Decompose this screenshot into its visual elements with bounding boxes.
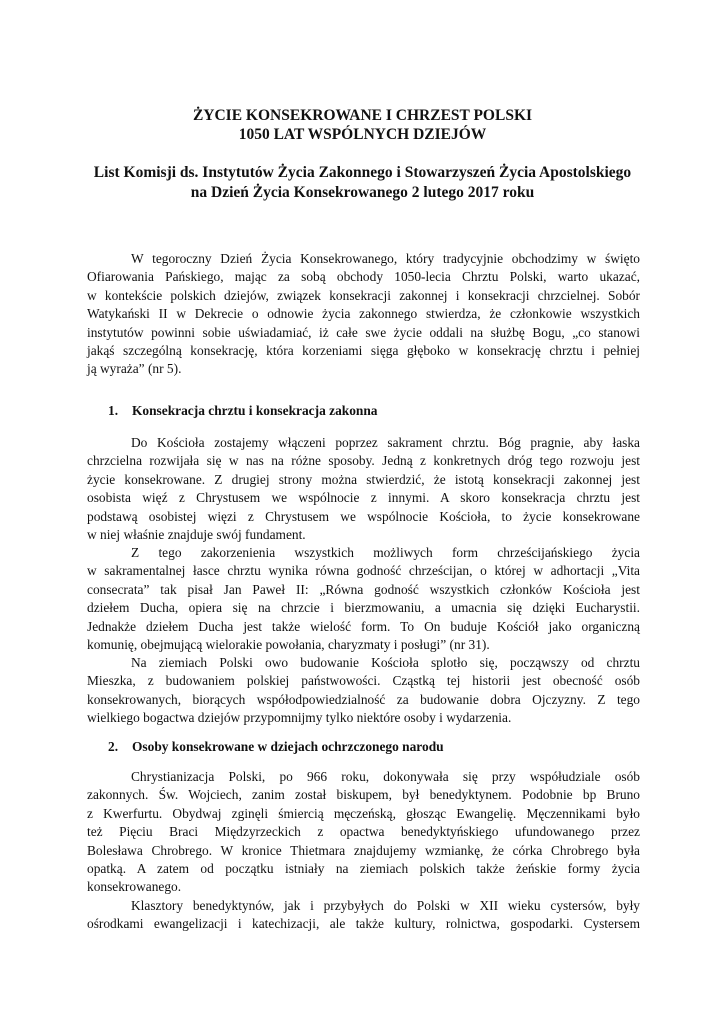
text-line: chrzcielna rozwijała się w nas na różne sposoby. Jedną z konkretnych dróg tego rozwoju jest (87, 453, 640, 469)
text-line: konsekrowanego. (87, 879, 182, 895)
text-line: wielkiego bogactwa dziejów przypomnijmy tylko niektóre osoby i wydarzenia. (87, 710, 512, 726)
subtitle-line-2: na Dzień Życia Konsekrowanego 2 lutego 2017 roku (190, 184, 535, 201)
text-line: konsekrowanych, biorących współodpowiedzialność za budowanie dobra Ojczyzny. Z tego (87, 691, 640, 707)
title-line-2: 1050 LAT WSPÓLNYCH DZIEJÓW (238, 126, 487, 143)
text-line: Klasztory benedyktynów, jak i przybyłych do Polski w XII wieku cystersów, były (131, 898, 640, 913)
text-line: w kontekście polskich dziejów, związek konsekracji zakonnej i konsekracji chrzcielnej. Sobór (87, 287, 640, 303)
text-line: ją wyraża” (nr 5). (87, 361, 182, 377)
text-line: Chrystianizacja Polski, po 966 roku, dokonywała się przy współudziale osób (131, 769, 640, 784)
text-line: z Kwerfurtu. Obydwaj zginęli śmiercią męczeńską, głosząc Ewangelię. Męczennikami było (87, 805, 640, 821)
section-2-paragraph-1 (87, 768, 640, 897)
document-title (0, 106, 725, 144)
text-line: opatką. A zatem od początku istniały na ziemiach polskich także żeńskie formy życia (87, 861, 640, 877)
text-line: też Pięciu Braci Międzyrzeckich z opactwa benedyktyńskiego ufundowanego przez (87, 824, 640, 840)
section-1-paragraph-2 (87, 544, 640, 654)
text-line: Bolesława Chrobrego. W kronice Thietmara znajdujemy wzmiankę, że córka Chrobrego była (87, 842, 640, 858)
section-1-paragraph-1 (87, 434, 640, 544)
text-line: consecrata” tak pisał Jan Paweł II: „Równa godność wszystkich członków Kościoła jest (87, 581, 640, 597)
text-line: komunię, obejmującą wielorakie powołania, charyzmaty i posługi” (nr 31). (87, 637, 490, 653)
section-number: 1. (108, 403, 119, 418)
text-line: w niej właśnie znajduje swój fundament. (87, 527, 306, 543)
text-line: podstawą osobistej więzi z Chrystusem we wspólnocie Kościoła, to życie konsekrowane (87, 508, 640, 524)
text-line: Jednakże dziełem Ducha jest także wielość form. To On buduje Kościół jako organiczną (87, 618, 640, 634)
section-number: 2. (108, 739, 119, 754)
section-2-heading (108, 738, 444, 756)
text-line: życie konsekrowane. Z drugiej strony można stwierdzić, że istotą konsekracji zakonnej jest (87, 471, 640, 487)
text-line: zakonnych. Św. Wojciech, zanim został biskupem, był benedyktynem. Podobnie bp Bruno (87, 787, 640, 803)
text-line: osobista więź z Chrystusem we wspólnocie z innymi. A skoro konsekracja chrztu jest (87, 490, 640, 506)
section-title: Konsekracja chrztu i konsekracja zakonna (132, 403, 378, 418)
section-2-paragraph-2 (87, 897, 640, 934)
section-title: Osoby konsekrowane w dziejach ochrzczonego narodu (132, 739, 444, 754)
document-subtitle (40, 163, 685, 203)
text-line: dziełem Ducha, opiera się na chrzcie i bierzmowaniu, a umacnia się dzięki Eucharystii. (87, 600, 640, 616)
text-line: ośrodkami ewangelizacji i katechizacji, ale także kultury, rolnictwa, gospodarki. Cystersem (87, 916, 640, 932)
text-line: Do Kościoła zostajemy włączeni poprzez sakrament chrztu. Bóg pragnie, aby łaska (131, 435, 640, 450)
text-line: jakąś szczególną konsekrację, która korzeniami sięga głęboko w konsekrację chrztu i pełniej (87, 343, 640, 359)
text-line: Watykański II w Dekrecie o odnowie życia zakonnego stwierdza, że członkowie wszystkich (87, 306, 640, 322)
text-line: Ofiarowania Pańskiego, mając za sobą obchody 1050-lecia Chrztu Polski, warto ukazać, (87, 269, 640, 285)
subtitle-line-1: List Komisji ds. Instytutów Życia Zakonnego i Stowarzyszeń Życia Apostolskiego (93, 164, 632, 181)
intro-paragraph (87, 250, 640, 379)
text-line: w sakramentalnej łasce chrztu wynika równa godność chrześcijan, o której w adhortacji „Vita (87, 563, 640, 579)
text-line: Na ziemiach Polski owo budowanie Kościoła splotło się, począwszy od chrztu (131, 655, 640, 670)
section-1-heading (108, 402, 378, 420)
section-1-paragraph-3 (87, 654, 640, 728)
text-line: W tegoroczny Dzień Życia Konsekrowanego, który tradycyjnie obchodzimy w święto (131, 251, 640, 266)
title-line-1: ŻYCIE KONSEKROWANE I CHRZEST POLSKI (192, 107, 533, 124)
text-line: Z tego zakorzenienia wszystkich możliwych form chrześcijańskiego życia (131, 545, 640, 560)
text-line: instytutów powinni sobie uświadamiać, iż całe swe życie oddali na służbę Bogu, „co stanowi (87, 324, 640, 340)
text-line: Mieszka, z budowaniem polskiej państwowości. Cząstką tej historii jest obecność osób (87, 673, 640, 689)
